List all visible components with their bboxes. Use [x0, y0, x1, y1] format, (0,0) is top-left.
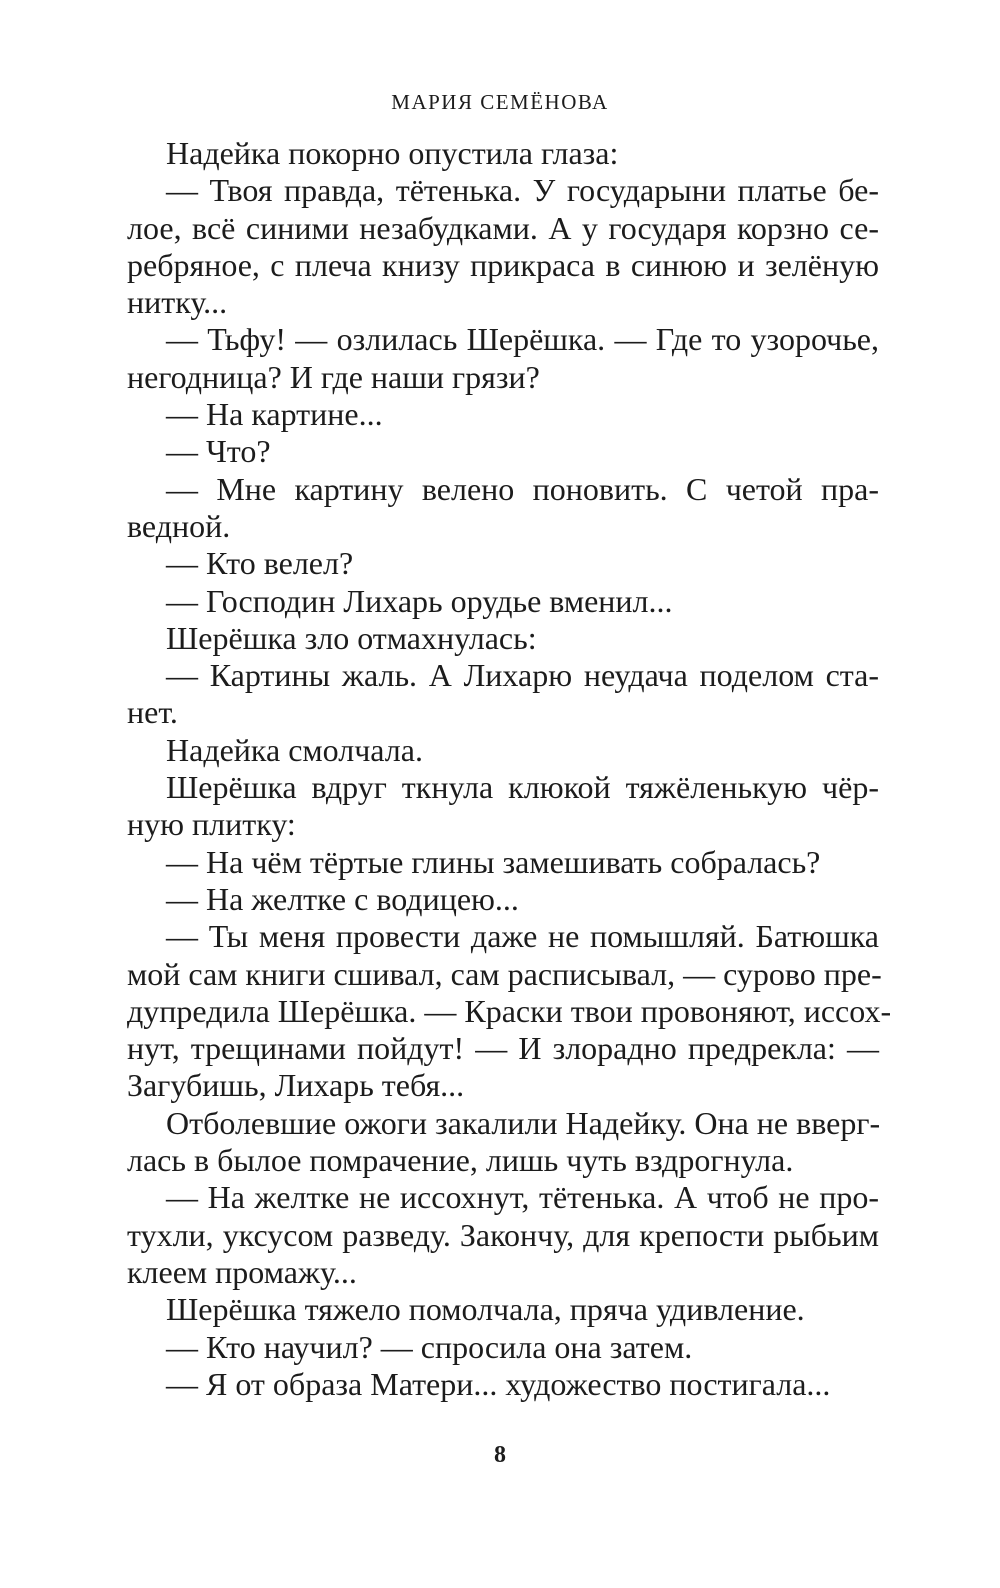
text-line: — Картины жаль. А Лихарю неудача поделом ста- [166, 657, 879, 694]
text-line: нитку... [127, 284, 228, 321]
text-line: Надейка покорно опустила глаза: [166, 135, 619, 171]
text-line: Шерёшка тяжело помолчала, пряча удивление. [166, 1291, 805, 1328]
text-line: — Кто научил? — спросила она затем. [166, 1328, 693, 1365]
text-line: — Ты меня провести даже не помышляй. Батюшка [166, 918, 879, 955]
text-line: тухли, уксусом разведу. Закончу, для крепости рыбьим [127, 1216, 879, 1253]
text-line: мой сам книги сшивал, сам расписывал, — сурово пре- [127, 955, 882, 992]
text-line: Шерёшка вдруг ткнула клюкой тяжёленькую чёр- [166, 769, 879, 806]
text-line: — Кто велел? [166, 545, 354, 582]
text-line: ведной. [127, 507, 231, 544]
text-line: ребряное, с плеча книзу прикраса в синюю и зелёную [127, 246, 879, 283]
text-line: лое, всё синими незабудками. А у государя корзно се- [127, 209, 879, 246]
text-line: нет. [127, 694, 178, 731]
text-line: — Что? [166, 433, 271, 470]
text-line: — Тьфу! — озлилась Шерёшка. — Где то узорочье, [166, 321, 879, 358]
text-line: лась в былое помрачение, лишь чуть вздрогнула. [127, 1142, 794, 1179]
text-line: — Я от образа Матери... художество постигала... [166, 1365, 831, 1402]
text-line: — На картине... [166, 396, 383, 433]
text-line: ную плитку: [127, 806, 296, 843]
running-head: МАРИЯ СЕМЁНОВА [391, 90, 609, 114]
text-line: дупредила Шерёшка. — Краски твои провоняют, иссох- [127, 992, 892, 1029]
text-line: Надейка смолчала. [166, 731, 423, 768]
text-line: — На желтке не иссохнут, тётенька. А чтоб не про- [166, 1179, 879, 1216]
text-line: — На чём тёртые глины замешивать собралась? [166, 843, 821, 880]
text-line: Шерёшка зло отмахнулась: [166, 619, 537, 656]
text-line: — На желтке с водицею... [166, 880, 519, 917]
text-line: — Господин Лихарь орудье вменил... [166, 582, 673, 619]
text-line: — Твоя правда, тётенька. У государыни платье бе- [166, 172, 879, 209]
body-text [127, 135, 892, 1403]
text-line: негодница? И где наши грязи? [127, 358, 540, 395]
text-line: клеем промажу... [127, 1253, 357, 1290]
text-line: Загубишь, Лихарь тебя... [127, 1067, 465, 1104]
text-line: Отболевшие ожоги закалили Надейку. Она не вверг- [166, 1104, 881, 1141]
text-line: — Мне картину велено поновить. С четой пра- [166, 470, 879, 507]
text-line: нут, трещинами пойдут! — И злорадно предрекла: — [127, 1030, 879, 1067]
page-number: 8 [494, 1442, 506, 1468]
